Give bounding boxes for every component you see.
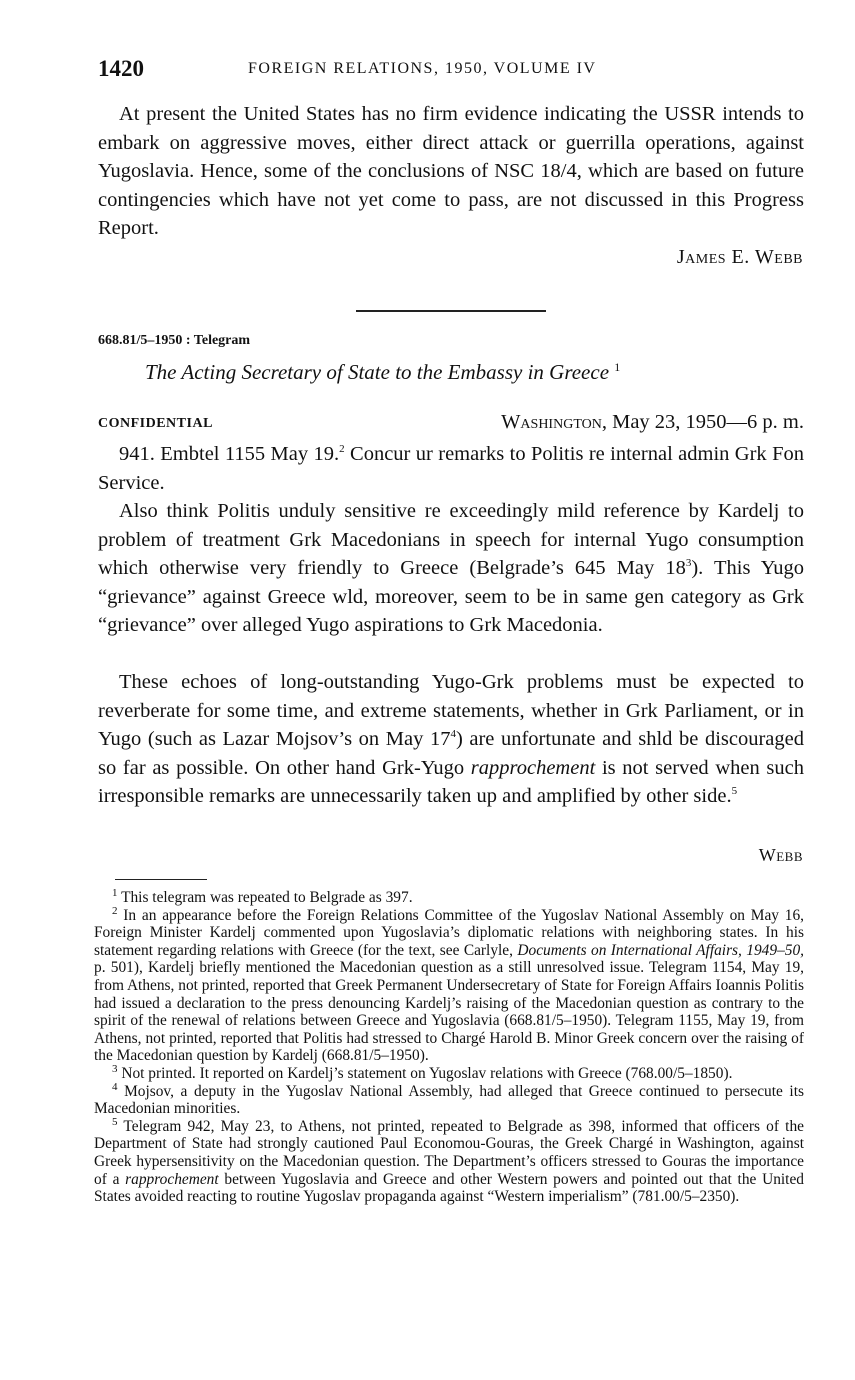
footnote-ref-3: 3	[685, 557, 692, 570]
file-number: 668.81/5–1950 : Telegram	[98, 333, 251, 348]
classification-line	[98, 411, 804, 439]
classification: CONFIDENTIAL	[98, 416, 213, 431]
previous-signature: James E. Webb	[676, 246, 803, 268]
previous-document-paragraph	[98, 100, 804, 243]
footnote-3-text: Not printed. It reported on Kardelj’s statement on Yugoslav relations with Greece (768.00/5–1850).	[121, 1064, 733, 1082]
footnote-2-text-b: p. 501), Kardelj briefly mentioned the Macedonian question as a still unresolved issue. Telegram 1154, May 19, from Athens, not printed, reported that Greek Permanent Undersecretary of State for Foreign Affairs Ioannis Politis had issued a declaration to the press denouncing Kardelj’s raising of the Macedonian question as contrary to the spirit of the renewal of relations between Greece and Yugoslavia (668.81/5–1950). Telegram 1155, May 19, from Athens, not printed, reported that Politis had stressed to Chargé Harold B. Minor Greek concern over the raising of the Macedonian question by Kardelj (668.81/5–1950).	[94, 959, 804, 1065]
footnote-divider	[115, 879, 207, 880]
footnote-1-text: This telegram was repeated to Belgrade as 397.	[121, 889, 413, 906]
footnote-ref-4: 4	[450, 728, 456, 741]
footnote-2	[94, 904, 804, 1065]
footnote-4-text: Mojsov, a deputy in the Yugoslav National Assembly, had alleged that Greece continued to persecute its Macedonian minorities.	[94, 1082, 804, 1118]
footnote-ref-2: 2	[339, 443, 345, 456]
footnote-4-mark: 4	[112, 1080, 118, 1093]
page-number: 1420	[98, 56, 144, 81]
footnote-5	[94, 1115, 804, 1206]
document-title	[145, 360, 620, 385]
para3-text-b: ) are unfortunate and shld be discouraged so far as possible. On other hand Grk-Yugo	[98, 728, 805, 779]
footnotes	[94, 886, 804, 1206]
dateline	[501, 411, 804, 434]
footnote-2-italic: Documents on International Affairs, 1949–50,	[517, 941, 804, 959]
running-title: FOREIGN RELATIONS, 1950, VOLUME IV	[248, 60, 597, 77]
dateline-place: Washington,	[501, 411, 607, 433]
para3-italic: rapprochement	[470, 756, 596, 779]
footnote-1	[94, 886, 804, 907]
running-head	[98, 56, 803, 86]
para2-text-b: ). This Yugo “grievance” against Greece wld, moreover, seem to be in same gen category as Grk “grievance” over alleged Yugo aspirations to Grk Macedonia.	[98, 557, 804, 637]
footnote-3	[94, 1062, 804, 1083]
para3-text-a: These echoes of long-outstanding Yugo-Grk problems must be expected to reverberate for some time, and extreme statements, whether in Grk Parliament, or in Yugo (such as Lazar Mojsov’s on May 17	[98, 671, 804, 751]
para2-text-a: Also think Politis unduly sensitive re exceedingly mild reference by Kardelj to problem of treatment Grk Macedonians in speech for internal Yugo consumption which otherwise very friendly to Greece (Belgrade’s 645 May 18	[98, 500, 804, 580]
para1-text-a: 941. Embtel 1155 May 19.	[119, 443, 340, 465]
footnote-ref-1: 1	[614, 360, 621, 374]
footnote-ref-5: 5	[731, 785, 738, 798]
footnote-4	[94, 1080, 804, 1118]
footnote-5-text-a: Telegram 942, May 23, to Athens, not printed, repeated to Belgrade as 398, informed that officers of the Department of State had strongly cautioned Paul Economou-Gouras, the Greek Chargé in Washington, against Greek hypersensitivity on the Macedonian question. The Department’s officers stressed to Gouras the importance of a	[94, 1117, 804, 1188]
footnote-2-mark: 2	[112, 904, 118, 917]
telegram-signature: Webb	[758, 845, 803, 865]
section-divider	[356, 310, 546, 312]
previous-paragraph-text: At present the United States has no firm evidence indicating the USSR intends to embark on aggressive moves, either direct attack or guerrilla operations, against Yugoslavia. Hence, some of the conclusions of NSC 18/4, which are based on future contingencies which have not yet come to pass, are not discussed in this Progress Report.	[98, 103, 804, 240]
para1-text-b: Concur ur remarks to Politis re internal admin Grk Fon Service.	[98, 443, 804, 494]
footnote-5-mark: 5	[112, 1115, 118, 1128]
footnote-2-text-a: In an appearance before the Foreign Relations Committee of the Yugoslav National Assembly on May 16, Foreign Minister Kardelj commented upon Yugoslavia’s diplomatic relations with neighboring states. In his statement regarding relations with Greece (for the text, see Carlyle,	[94, 906, 804, 959]
document-title-text: The Acting Secretary of State to the Embassy in Greece	[145, 360, 610, 384]
footnote-5-italic: rapprochement	[125, 1170, 219, 1188]
telegram-paragraph-3	[98, 668, 804, 811]
footnote-3-mark: 3	[112, 1062, 118, 1075]
footnote-5-text-b: between Yugoslavia and Greece and other Western powers and pointed out that the United States avoided reacting to routine Yugoslav propaganda against “Western imperialism” (781.00/5–2350).	[94, 1170, 804, 1206]
dateline-date: May 23, 1950—6 p. m.	[606, 411, 804, 433]
footnote-1-mark: 1	[112, 886, 118, 899]
telegram-paragraph-1	[98, 440, 804, 497]
telegram-paragraph-2	[98, 497, 804, 640]
para3-text-c: is not served when such irresponsible remarks are unnecessarily taken up and amplified by other side.	[98, 756, 804, 808]
